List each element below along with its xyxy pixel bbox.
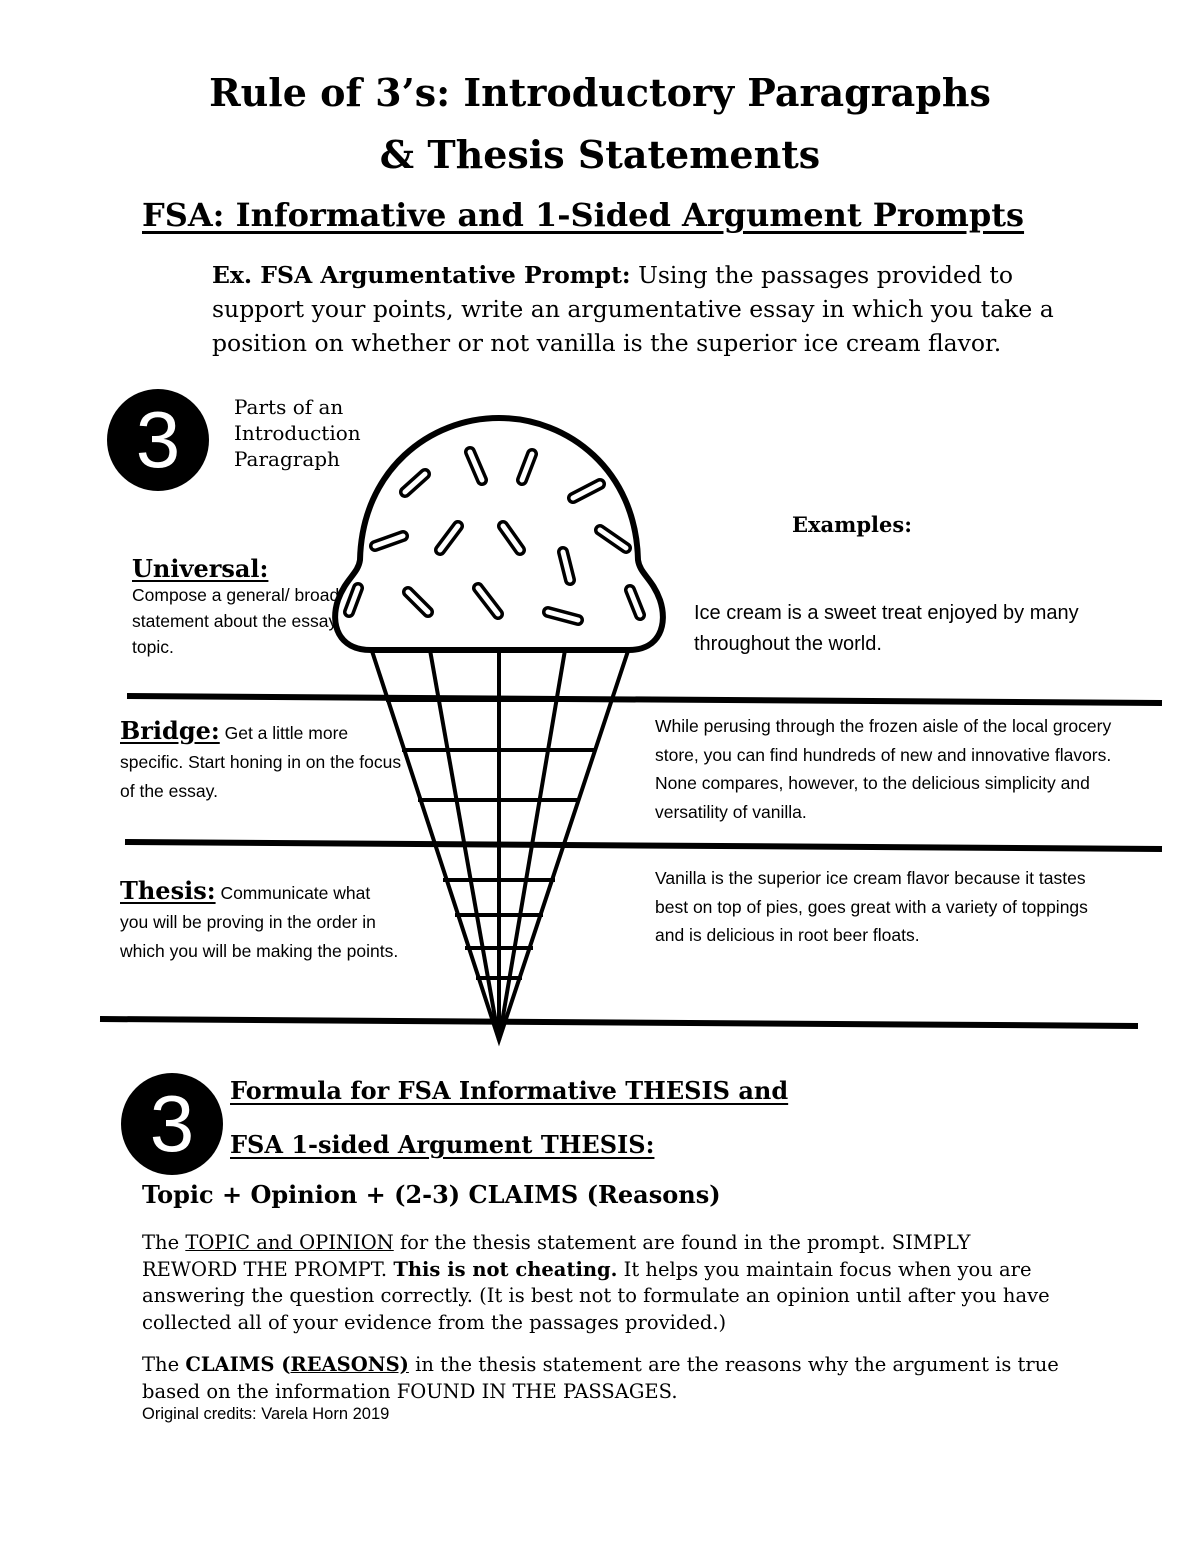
text-run-underlined: TOPIC and OPINION [185, 1231, 394, 1254]
thesis-formula: Topic + Opinion + (2-3) CLAIMS (Reasons) [142, 1180, 721, 1209]
parts-label: Parts of an Introduction Paragraph [234, 395, 361, 471]
text-run-bold-underlined: REASONS) [290, 1353, 409, 1376]
bridge-example: While perusing through the frozen aisle of the local grocery store, you can find hundreds of new and innovative flavors. None compares, however, to the delicious simplicity and versatility of vanilla. [655, 716, 1112, 822]
examples-label: Examples: [792, 512, 912, 537]
number-three-badge: 3 [121, 1073, 223, 1175]
universal-description [132, 556, 362, 660]
topic-opinion-paragraph [142, 1230, 1062, 1336]
text-run-bold: CLAIMS ( [185, 1353, 291, 1376]
bridge-text: Get a little more specific. Start honing in on the focus of the essay. [120, 723, 402, 801]
page-title-line2: & Thesis Statements [379, 132, 821, 177]
prompt-text: Using the passages provided to support your points, write an argumentative essay in which you take a position on whether or not vanilla is the superior ice cream flavor. [212, 261, 1054, 357]
universal-example: Ice cream is a sweet treat enjoyed by many throughout the world. [694, 602, 1079, 655]
divider-line [125, 842, 1162, 849]
divider-line [127, 696, 1162, 703]
credits: Original credits: Varela Horn 2019 [142, 1405, 390, 1423]
formula-heading: Formula for FSA Informative THESIS and [230, 1076, 789, 1105]
example-prompt [212, 258, 1092, 360]
page-subtitle: FSA: Informative and 1-Sided Argument Prompts [142, 196, 1025, 234]
number-three-badge: 3 [107, 389, 209, 491]
thesis-heading: Thesis: [120, 876, 216, 905]
bridge-heading: Bridge: [120, 716, 220, 745]
page-title: Rule of 3’s: Introductory Paragraphs [209, 70, 991, 115]
claims-paragraph [142, 1352, 1062, 1405]
thesis-description [120, 876, 400, 966]
bridge-description [120, 716, 410, 806]
prompt-label: Ex. FSA Argumentative Prompt: [212, 261, 631, 289]
text-run: The [142, 1353, 186, 1376]
divider-line [100, 1019, 1138, 1026]
text-run-bold: This is not cheating. [393, 1257, 618, 1281]
thesis-text: Communicate what you will be proving in the order in which you will be making the points. [120, 883, 399, 961]
text-run: for the thesis statement are found in the prompt. SIMPLY REWORD THE PROMPT. [142, 1231, 971, 1281]
text-run: The [142, 1231, 186, 1254]
text-run: It helps you maintain focus when you are answering the question correctly. (It is best not to formulate an opinion until after you have collected all of your evidence from the passages provided.) [142, 1257, 1050, 1334]
text-run: in the thesis statement are the reasons why the argument is true based on the information FOUND IN THE PASSAGES. [142, 1353, 1059, 1403]
formula-heading-line2: FSA 1-sided Argument THESIS: [230, 1130, 655, 1159]
universal-heading: Universal: [132, 554, 269, 583]
thesis-example: Vanilla is the superior ice cream flavor because it tastes best on top of pies, goes great with a variety of toppings and is delicious in root beer floats. [655, 868, 1088, 945]
universal-text: Compose a general/ broad statement about the essay topic. [132, 585, 340, 657]
